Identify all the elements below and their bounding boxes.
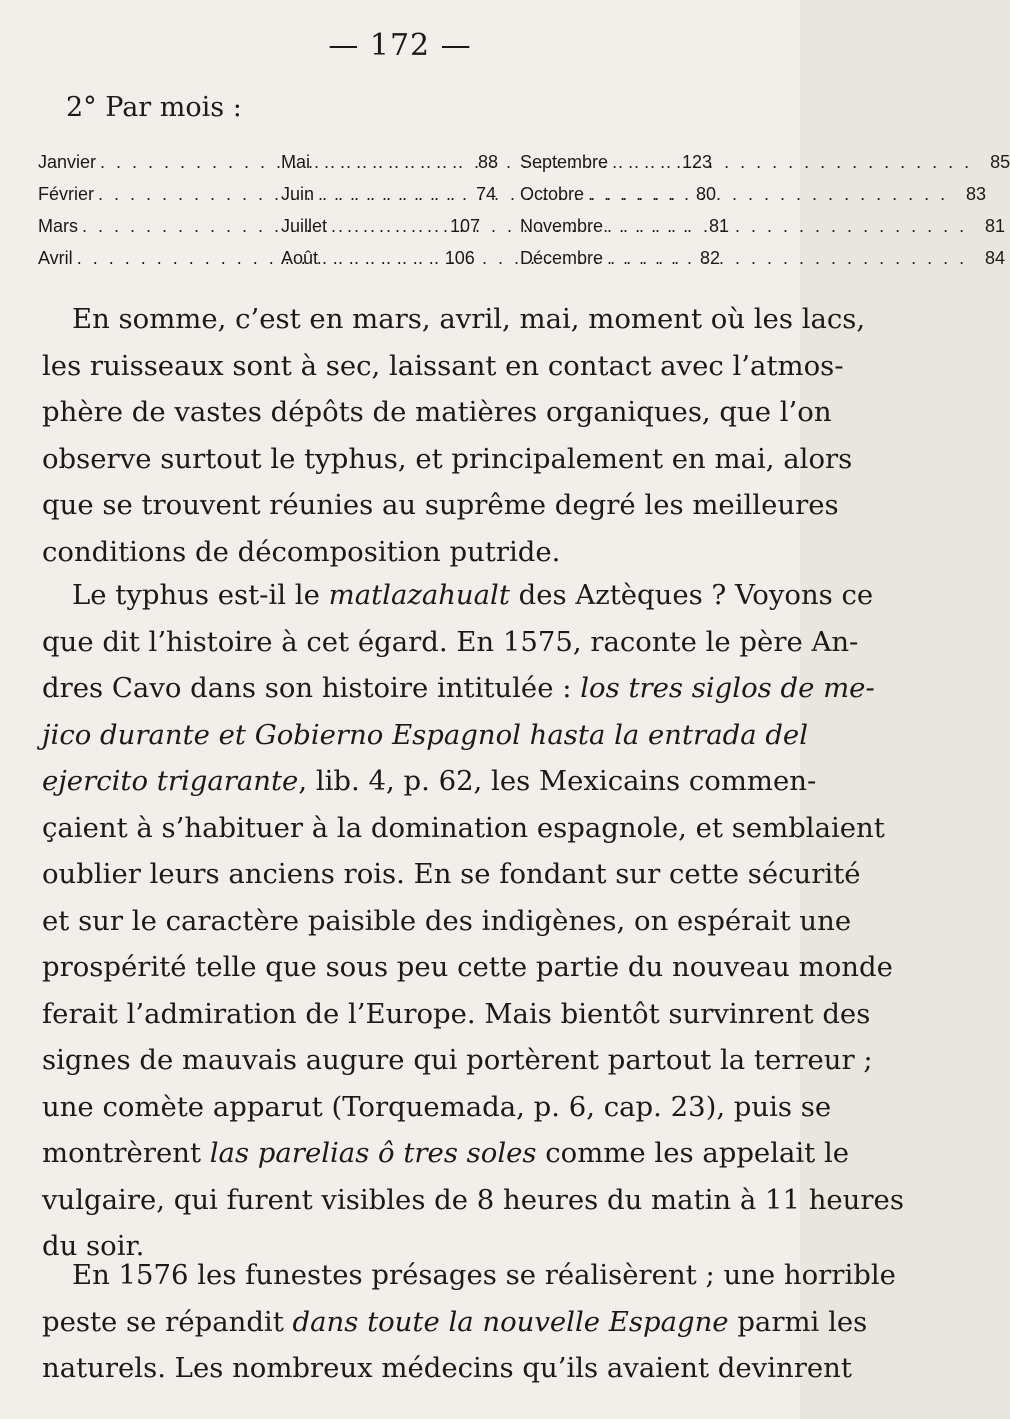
month-value: 83 [966, 183, 987, 204]
text-line: çaient à s’habituer à la domination espagnole, et semblaient [42, 811, 885, 844]
text-line: une comète apparut (Torquemada, p. 6, cap. 23), puis se [42, 1090, 832, 1123]
text-line: et sur le caractère paisible des indigènes, on espérait une [42, 904, 852, 937]
month-name: Août [281, 247, 319, 268]
month-value: 123 [682, 151, 713, 172]
month-entry [488, 247, 1006, 269]
italic-title: los tres siglos de me- [580, 672, 875, 704]
month-name: Novembre [520, 215, 604, 236]
text-line: En somme, c’est en mars, avril, mai, moment où les lacs, [72, 303, 866, 335]
text-line: ferait l’admiration de l’Europe. Mais bientôt survinrent des [42, 997, 871, 1030]
text-line: Le typhus est-il le matlazahualt des Aztèques ? Voyons ce [72, 579, 874, 611]
text-line: montrèrent las parelias ô tres soles comme les appelait le [42, 1137, 850, 1169]
month-value: 88 [478, 151, 499, 172]
month-value: 81 [709, 215, 730, 236]
paragraph-plague [42, 1252, 896, 1392]
text-line: que dit l’histoire à cet égard. En 1575, raconte le père An- [42, 625, 859, 658]
table-row [38, 178, 987, 210]
italic-term: las parelias ô tres soles [209, 1137, 537, 1169]
month-name: Septembre [520, 151, 609, 172]
italic-title: ejercito trigarante [42, 765, 299, 797]
page-number: — 172 — [328, 28, 472, 63]
month-value: 107 [450, 215, 481, 236]
month-name: Avril [38, 247, 73, 268]
month-value: 82 [700, 247, 721, 268]
italic-term: dans toute la nouvelle Espagne [292, 1305, 729, 1338]
table-row [38, 242, 1006, 274]
month-value: 106 [444, 247, 475, 268]
leader-dots [612, 152, 972, 173]
month-entry [488, 215, 1006, 237]
text-line: phère de vastes dépôts de matières organiques, que l’on [42, 396, 832, 428]
italic-term: matlazahualt [328, 579, 510, 611]
table-row [38, 146, 1010, 178]
month-name: Décembre [520, 247, 604, 268]
month-name: Janvier [38, 151, 97, 172]
month-value: 84 [985, 247, 1006, 268]
text-line: dres Cavo dans son histoire intitulée : los tres siglos de me- [42, 672, 875, 704]
month-value: 74 [476, 183, 497, 204]
text-line: prospérité telle que sous peu cette partie du nouveau monde [42, 951, 893, 983]
month-name: Février [38, 183, 95, 204]
month-value: 80 [696, 183, 717, 204]
month-name: Mars [38, 215, 78, 236]
leader-dots [607, 248, 967, 269]
text-line: En 1576 les funestes présages se réalisèrent ; une horrible [72, 1259, 896, 1291]
text-line: signes de mauvais augure qui portèrent partout la terreur ; [42, 1044, 873, 1076]
month-name: Octobre [520, 183, 585, 204]
text-line: oublier leurs anciens rois. En se fondant sur cette sécurité [42, 858, 861, 890]
text-line: vulgaire, qui furent visibles de 8 heures du matin à 11 heures [42, 1183, 904, 1216]
table-row [38, 210, 1006, 242]
text-line [42, 712, 808, 759]
text-line: du soir. [42, 1230, 145, 1262]
leader-dots [588, 184, 948, 205]
text-line: conditions de décomposition putride. [42, 535, 561, 568]
month-name: Juillet [281, 215, 328, 236]
month-value: 85 [990, 151, 1010, 172]
text-line: observe surtout le typhus, et principalement en mai, alors [42, 442, 853, 475]
month-name: Mai [281, 151, 311, 172]
month-value: 81 [985, 215, 1006, 236]
text-line: ejercito trigarante, lib. 4, p. 62, les Mexicains commen- [42, 765, 817, 797]
text-line: les ruisseaux sont à sec, laissant en contact avec l’atmos- [42, 349, 844, 382]
paragraph-history [42, 572, 904, 1270]
month-entry [488, 183, 987, 205]
text-line: naturels. Les nombreux médecins qu’ils avaient devinrent [42, 1352, 852, 1384]
paragraph-summary [42, 296, 866, 575]
section-heading: 2° Par mois : [66, 92, 242, 123]
italic-title: jico durante et Gobierno Espagnol hasta la entrada del [42, 718, 808, 751]
monthly-cases-table [38, 146, 1010, 274]
text-line: peste se répandit dans toute la nouvelle Espagne parmi les [42, 1305, 868, 1338]
leader-dots [607, 216, 967, 237]
text-line: que se trouvent réunies au suprême degré les meilleures [42, 489, 839, 521]
month-name: Juin [281, 183, 315, 204]
